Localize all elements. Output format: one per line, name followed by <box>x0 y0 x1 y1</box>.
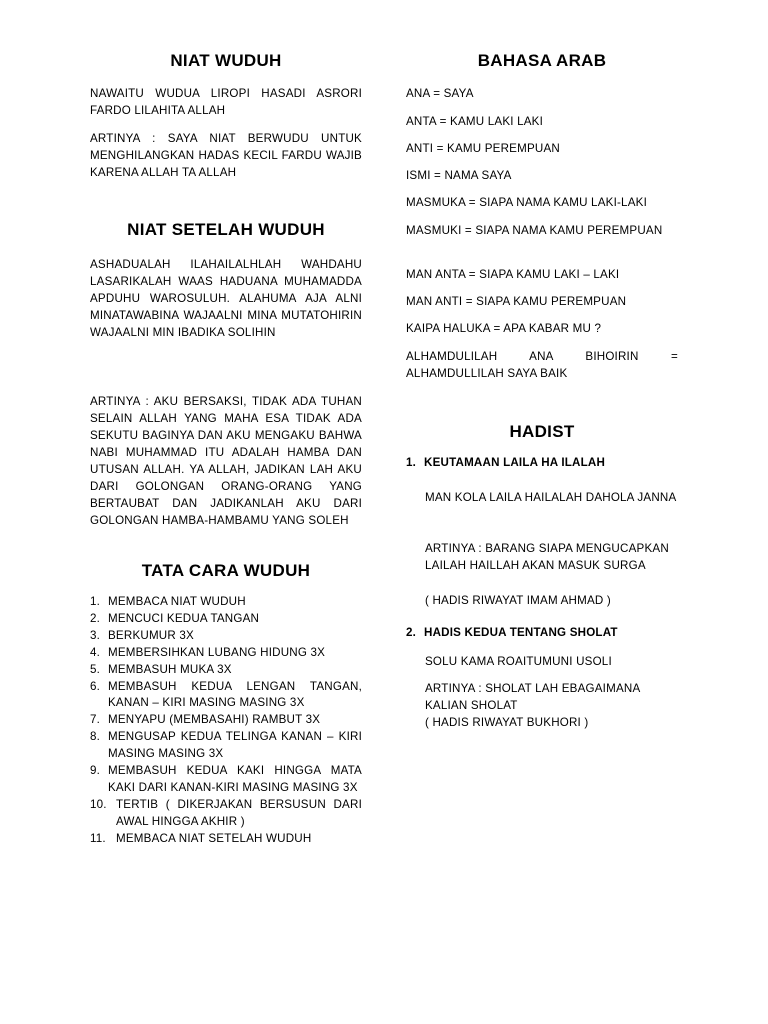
list-number: 2. <box>90 611 101 625</box>
list-item <box>90 611 362 628</box>
list-item <box>90 645 362 662</box>
list-item <box>90 797 362 831</box>
list-text: MENCUCI KEDUA TANGAN <box>108 611 260 625</box>
list-number: 5. <box>90 662 101 676</box>
niat-setelah-title: NIAT SETELAH WUDUH <box>127 220 325 239</box>
tata-cara-list <box>90 594 362 848</box>
list-number: 9. <box>90 764 101 778</box>
tata-cara-title: TATA CARA WUDUH <box>141 561 311 580</box>
list-text: MENGUSAP KEDUA TELINGA KANAN – KIRI MASING MASING 3X <box>108 730 362 761</box>
list-text: MEMBERSIHKAN LUBANG HIDUNG 3X <box>108 645 326 659</box>
niat-wuduh-text: NAWAITU WUDUA LIROPI HASADI ASRORI FARDO LILAHITA ALLAH <box>90 87 362 117</box>
list-item <box>90 679 362 713</box>
niat-wuduh-title: NIAT WUDUH <box>170 51 282 70</box>
list-text: MEMBACA NIAT SETELAH WUDUH <box>116 831 312 845</box>
list-item <box>90 729 362 763</box>
hadist-2-arti: ARTINYA : SHOLAT LAH EBAGAIMANA KALIAN SHOLAT <box>425 682 640 712</box>
vocab-item: MASMUKI = SIAPA NAMA KAMU PEREMPUAN <box>406 224 663 237</box>
vocab-item: ANTI = KAMU PEREMPUAN <box>406 142 560 155</box>
list-number: 1. <box>406 456 417 469</box>
niat-setelah-text: ASHADUALAH ILAHAILALHLAH WAHDAHU LASARIKALAH WAAS HADUANA MUHAMADDA APDUHU WAROSULUH. ALAHUMA AJA ALNI MINATAWABINA WAJAALNI MINA MUTATOHIRIN WAJAALNI MIN IBADIKA SOLIHIN <box>90 258 362 339</box>
hadist-heading-text: HADIS KEDUA TENTANG SHOLAT <box>424 626 618 639</box>
hadist-2-source: ( HADIS RIWAYAT BUKHORI ) <box>425 716 589 729</box>
hadist-2-text: SOLU KAMA ROAITUMUNI USOLI <box>425 655 612 668</box>
vocab-item: MASMUKA = SIAPA NAMA KAMU LAKI-LAKI <box>406 196 647 209</box>
list-text: MEMBASUH KEDUA LENGAN TANGAN, KANAN – KIRI MASING MASING 3X <box>108 679 362 710</box>
list-number: 2. <box>406 626 417 639</box>
hadist-title: HADIST <box>509 422 575 441</box>
list-text: MEMBASUH MUKA 3X <box>108 662 232 676</box>
list-number: 11. <box>90 831 106 845</box>
list-item <box>90 662 362 679</box>
niat-setelah-arti: ARTINYA : AKU BERSAKSI, TIDAK ADA TUHAN SELAIN ALLAH YANG MAHA ESA TIDAK ADA SEKUTU BAGINYA DAN AKU MENGAKU BAHWA NABI MUHAMMAD ITU ADALAH HAMBA DAN UTUSAN ALLAH. YA ALLAH, JADIKAN LAH AKU DARI GOLONGAN ORANG-ORANG YANG BERTAUBAT DAN JADIKANLAH AKU DARI GOLONGAN HAMBA-HAMBAMU YANG SOLEH <box>90 395 362 527</box>
list-text: MEMBACA NIAT WUDUH <box>108 595 246 608</box>
list-text: BERKUMUR 3X <box>108 628 194 642</box>
list-text: MENYAPU (MEMBASAHI) RAMBUT 3X <box>108 713 321 727</box>
list-number: 10. <box>90 797 107 811</box>
list-text: MEMBASUH KEDUA KAKI HINGGA MATA KAKI DARI KANAN-KIRI MASING MASING 3X <box>108 764 362 794</box>
vocab-item: MAN ANTI = SIAPA KAMU PEREMPUAN <box>406 295 627 308</box>
list-item <box>90 712 362 729</box>
list-text: TERTIB ( DIKERJAKAN BERSUSUN DARI AWAL HINGGA AKHIR ) <box>116 797 362 828</box>
vocab-item: ANTA = KAMU LAKI LAKI <box>406 115 544 128</box>
list-item <box>90 831 362 848</box>
list-number: 7. <box>90 713 101 727</box>
list-number: 8. <box>90 730 101 744</box>
niat-wuduh-arti: ARTINYA : SAYA NIAT BERWUDU UNTUK MENGHILANGKAN HADAS KECIL FARDU WAJIB KARENA ALLAH TA ALLAH <box>90 132 362 179</box>
list-number: 1. <box>90 595 101 608</box>
list-number: 3. <box>90 628 101 642</box>
list-number: 4. <box>90 645 101 659</box>
hadist-1-source: ( HADIS RIWAYAT IMAM AHMAD ) <box>425 594 611 607</box>
hadist-heading-1 <box>406 456 678 469</box>
list-item <box>90 594 362 611</box>
hadist-1-arti: ARTINYA : BARANG SIAPA MENGUCAPKAN LAILAH HAILLAH AKAN MASUK SURGA <box>425 542 669 572</box>
list-item <box>90 763 362 797</box>
bahasa-arab-title: BAHASA ARAB <box>477 51 607 70</box>
vocab-item: MAN ANTA = SIAPA KAMU LAKI – LAKI <box>406 268 620 281</box>
vocab-item: ISMI = NAMA SAYA <box>406 169 512 182</box>
list-item <box>90 628 362 645</box>
hadist-1-text: MAN KOLA LAILA HAILALAH DAHOLA JANNA <box>425 491 677 504</box>
hadist-heading-2 <box>406 626 678 639</box>
hadist-heading-text: KEUTAMAAN LAILA HA ILALAH <box>424 456 606 469</box>
vocab-item: ANA = SAYA <box>406 87 474 100</box>
vocab-item: KAIPA HALUKA = APA KABAR MU ? <box>406 322 602 335</box>
vocab-item: ALHAMDULILAH ANA BIHOIRIN = ALHAMDULLILAH SAYA BAIK <box>406 350 678 380</box>
list-number: 6. <box>90 679 101 693</box>
